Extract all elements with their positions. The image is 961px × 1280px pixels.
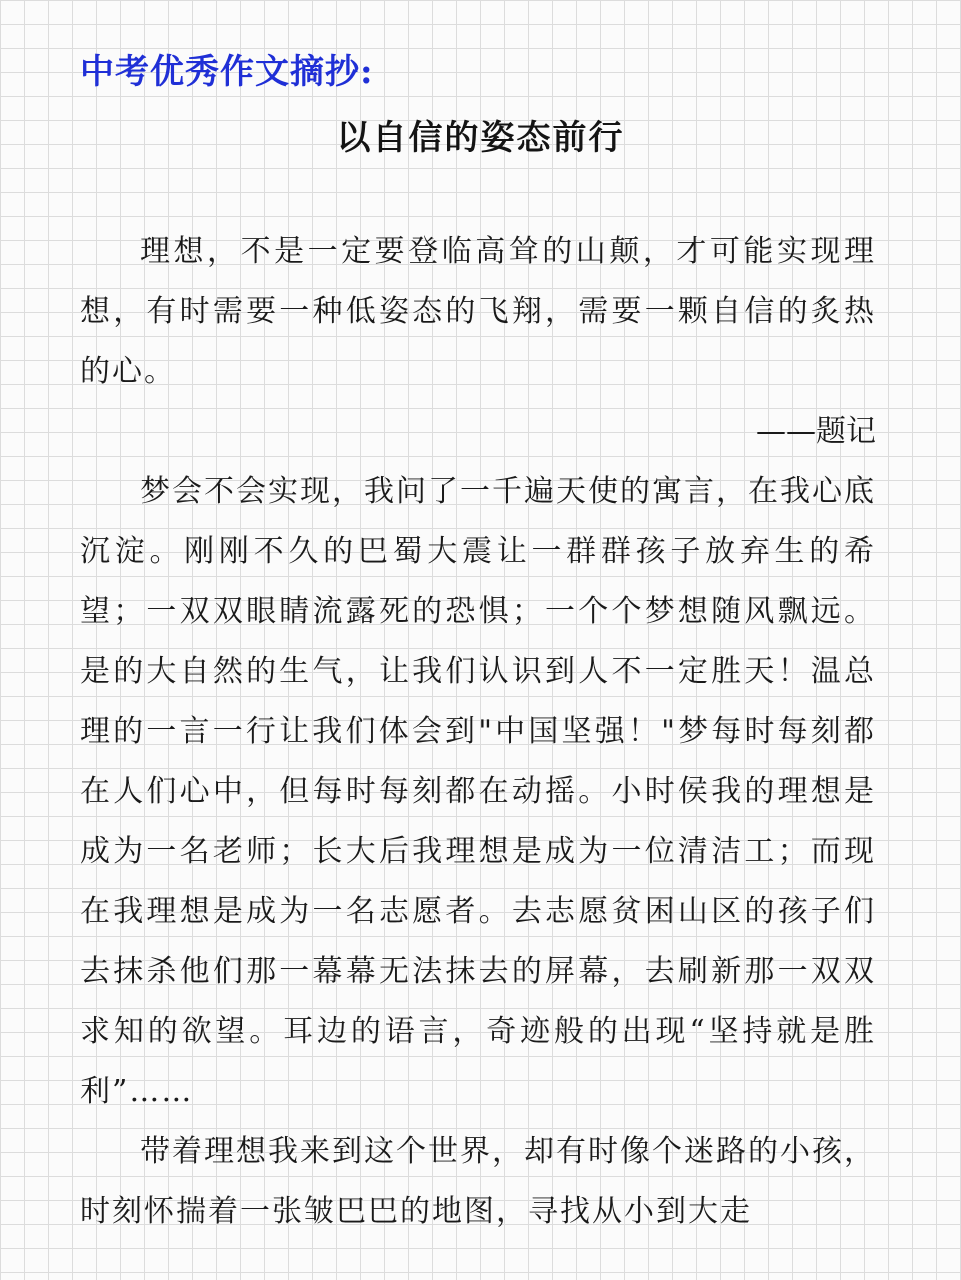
paragraph-2: 带着理想我来到这个世界，却有时像个迷路的小孩，时刻怀揣着一张皱巴巴的地图，寻找从小到大走 — [80, 1134, 876, 1229]
section-heading: 中考优秀作文摘抄: — [80, 52, 374, 92]
essay-body — [80, 222, 876, 1242]
essay-title: 以自信的姿态前行 — [336, 118, 625, 158]
paragraph-1: 梦会不会实现，我问了一千遍天使的寓言，在我心底沉淀。刚刚不久的巴蜀大震让一群群孩子放弃生的希望；一双双眼睛流露死的恐惧；一个个梦想随风飘远。是的大自然的生气，让我们认识到人不一定胜天！温总理的一言一行让我们体会到"中国坚强！"梦每时每刻都在人们心中，但每时每刻都在动摇。小时侯我的理想是成为一名老师；长大后我理想是成为一位清洁工；而现在我理想是成为一名志愿者。去志愿贫困山区的孩子们去抹杀他们那一幕幕无法抹去的屏幕，去刷新那一双双求知的欲望。耳边的语言，奇迹般的出现“坚持就是胜利”…… — [80, 474, 876, 1109]
epigraph-signature: ——题记 — [756, 414, 876, 449]
epigraph: 理想，不是一定要登临高耸的山颠，才可能实现理想，有时需要一种低姿态的飞翔，需要一颗自信的炙热的心。 — [80, 234, 876, 389]
